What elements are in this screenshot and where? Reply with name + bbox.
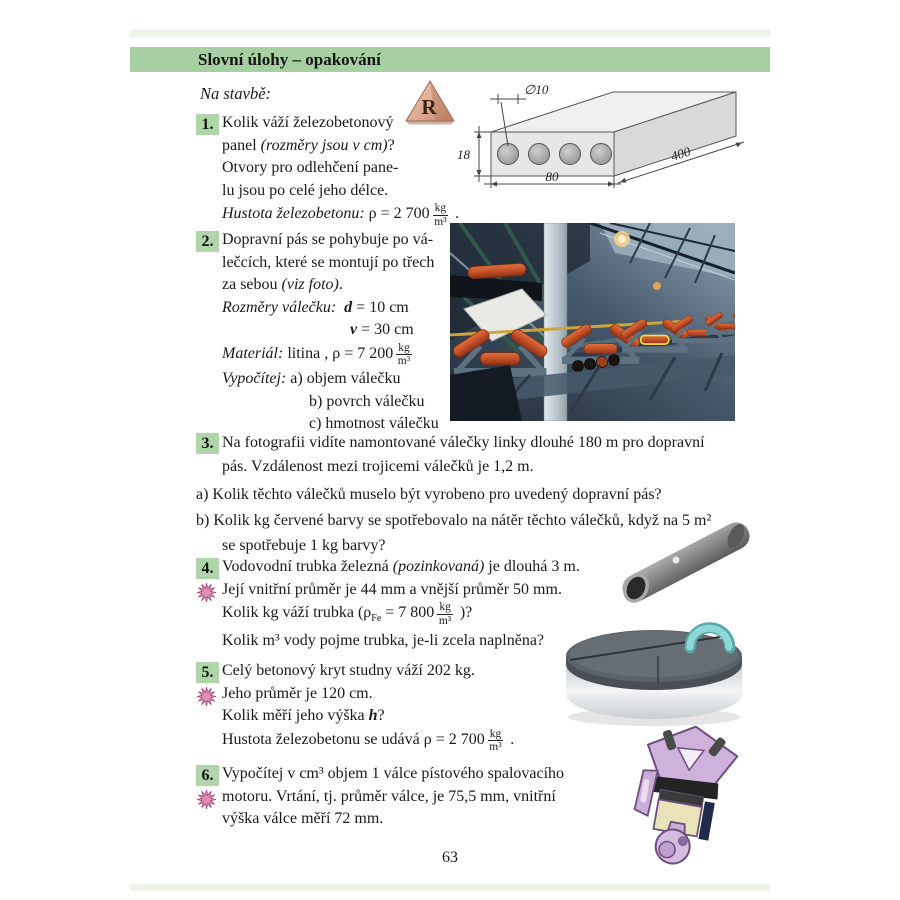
problem-text-line: Hustota železobetonu: ρ = 2 700 $\frac{kg}{\text{m³}}$ . <box>222 202 460 228</box>
problem-text-line: Kolik váží železobetonový <box>222 114 394 131</box>
problem-text-line: c) hmotnost válečku <box>309 415 439 433</box>
problem-6 <box>196 763 564 831</box>
problem-number-badge: 4. <box>196 558 219 579</box>
svg-text:80: 80 <box>545 169 559 184</box>
pipe-illustration <box>610 520 758 610</box>
problem-5 <box>196 660 514 754</box>
problem-2 <box>196 229 439 436</box>
problem-number-badge: 5. <box>196 662 219 683</box>
page-number: 63 <box>442 849 458 866</box>
problem-text-line: Rozměry válečku: d = 10 cm <box>222 298 409 316</box>
problem-text-line: v = 30 cm <box>350 321 414 338</box>
svg-text:R: R <box>421 95 437 119</box>
conveyor-rollers-photo <box>450 223 735 421</box>
problem-text-line: Celý betonový kryt studny váží 202 kg. <box>222 662 475 679</box>
problem-text-line: Kolik měří jeho výška h? <box>222 707 385 724</box>
problem-text-line: výška válce měří 72 mm. <box>222 810 384 827</box>
problem-text-line: za sebou (viz foto). <box>222 276 343 293</box>
problem-text-line: Vypočítej: a) objem válečku <box>222 370 401 388</box>
problem-text-line: Kolik m³ vody pojme trubka, je-li zcela naplněna? <box>222 632 545 650</box>
problem-text-line: se spotřebuje 1 kg barvy? <box>222 537 386 554</box>
chapter-title: Slovní úlohy – opakování <box>198 50 381 69</box>
problem-1 <box>196 112 459 229</box>
problem-number-badge: 1. <box>196 114 219 135</box>
problem-text-line: Kolik kg váží trubka ($\rho_{Fe} = 7$ 800 $\frac{kg}{\text{m³}}$ )? <box>222 601 473 627</box>
well-cover-illustration <box>558 610 750 732</box>
problem-text-line: pás. Vzdálenost mezi trojicemi válečků je 1,2 m. <box>222 458 534 475</box>
problem-text-line: Materiál: litina , ρ = 7 200 $\frac{kg}{\text{m³}}$ <box>222 341 411 368</box>
svg-text:∅10: ∅10 <box>524 82 549 97</box>
problem-text-line: Jeho průměr je 120 cm. <box>222 684 373 702</box>
problem-text-line: Hustota železobetonu se udává ρ = 2 700 $\frac{kg}{\text{m³}}$ . <box>222 727 515 754</box>
difficulty-star-icon <box>197 687 216 706</box>
problem-text-line: Vypočítej v cm³ objem 1 válce pístového spalovacího <box>222 765 565 782</box>
problem-text-line: Její vnitřní průměr je 44 mm a vnější průměr 50 mm. <box>222 580 562 598</box>
problem-number-badge: 3. <box>196 433 219 454</box>
top-edge-strip <box>130 30 770 37</box>
svg-text:400: 400 <box>669 143 693 164</box>
problem-number-badge: 2. <box>196 231 219 252</box>
problem-text-line: Dopravní pás se pohybuje po vá- <box>222 231 434 248</box>
problem-text-line: Otvory pro odlehčení pane- <box>222 159 399 176</box>
problem-subtask-a: a) Kolik těchto válečků muselo být vyrobeno pro uvedený dopravní pás? <box>196 486 662 503</box>
problem-4 <box>196 556 580 653</box>
difficulty-star-icon <box>197 583 216 602</box>
problem-subtask-b: b) Kolik kg červené barvy se spotřebovalo na nátěr těchto válečků, když na 5 m² <box>196 512 712 529</box>
engine-cylinder-illustration <box>612 720 760 868</box>
problem-text-line: Vodovodní trubka železná (pozinkovaná) je dlouhá 3 m. <box>222 558 580 575</box>
problem-text-line: Na fotografii vidíte namontované válečky linky dlouhé 180 m pro dopravní <box>222 434 705 451</box>
bottom-edge-strip <box>130 884 770 891</box>
svg-text:18: 18 <box>457 147 470 162</box>
chapter-header-bar <box>130 47 770 72</box>
problem-text-line: panel (rozměry jsou v cm)? <box>222 136 395 154</box>
problem-text-line: lečcích, které se montují po třech <box>222 253 435 271</box>
problem-text-line: lu jsou po celé jeho délce. <box>222 181 389 199</box>
problem-text-line: motoru. Vrtání, tj. průměr válce, je 75,5 mm, vnitřní <box>222 787 556 805</box>
section-intro: Na stavbě: <box>200 84 272 103</box>
panel-diagram <box>446 80 748 190</box>
problem-text-line: b) povrch válečku <box>309 392 425 410</box>
problem-number-badge: 6. <box>196 765 219 786</box>
difficulty-star-icon <box>197 790 216 809</box>
